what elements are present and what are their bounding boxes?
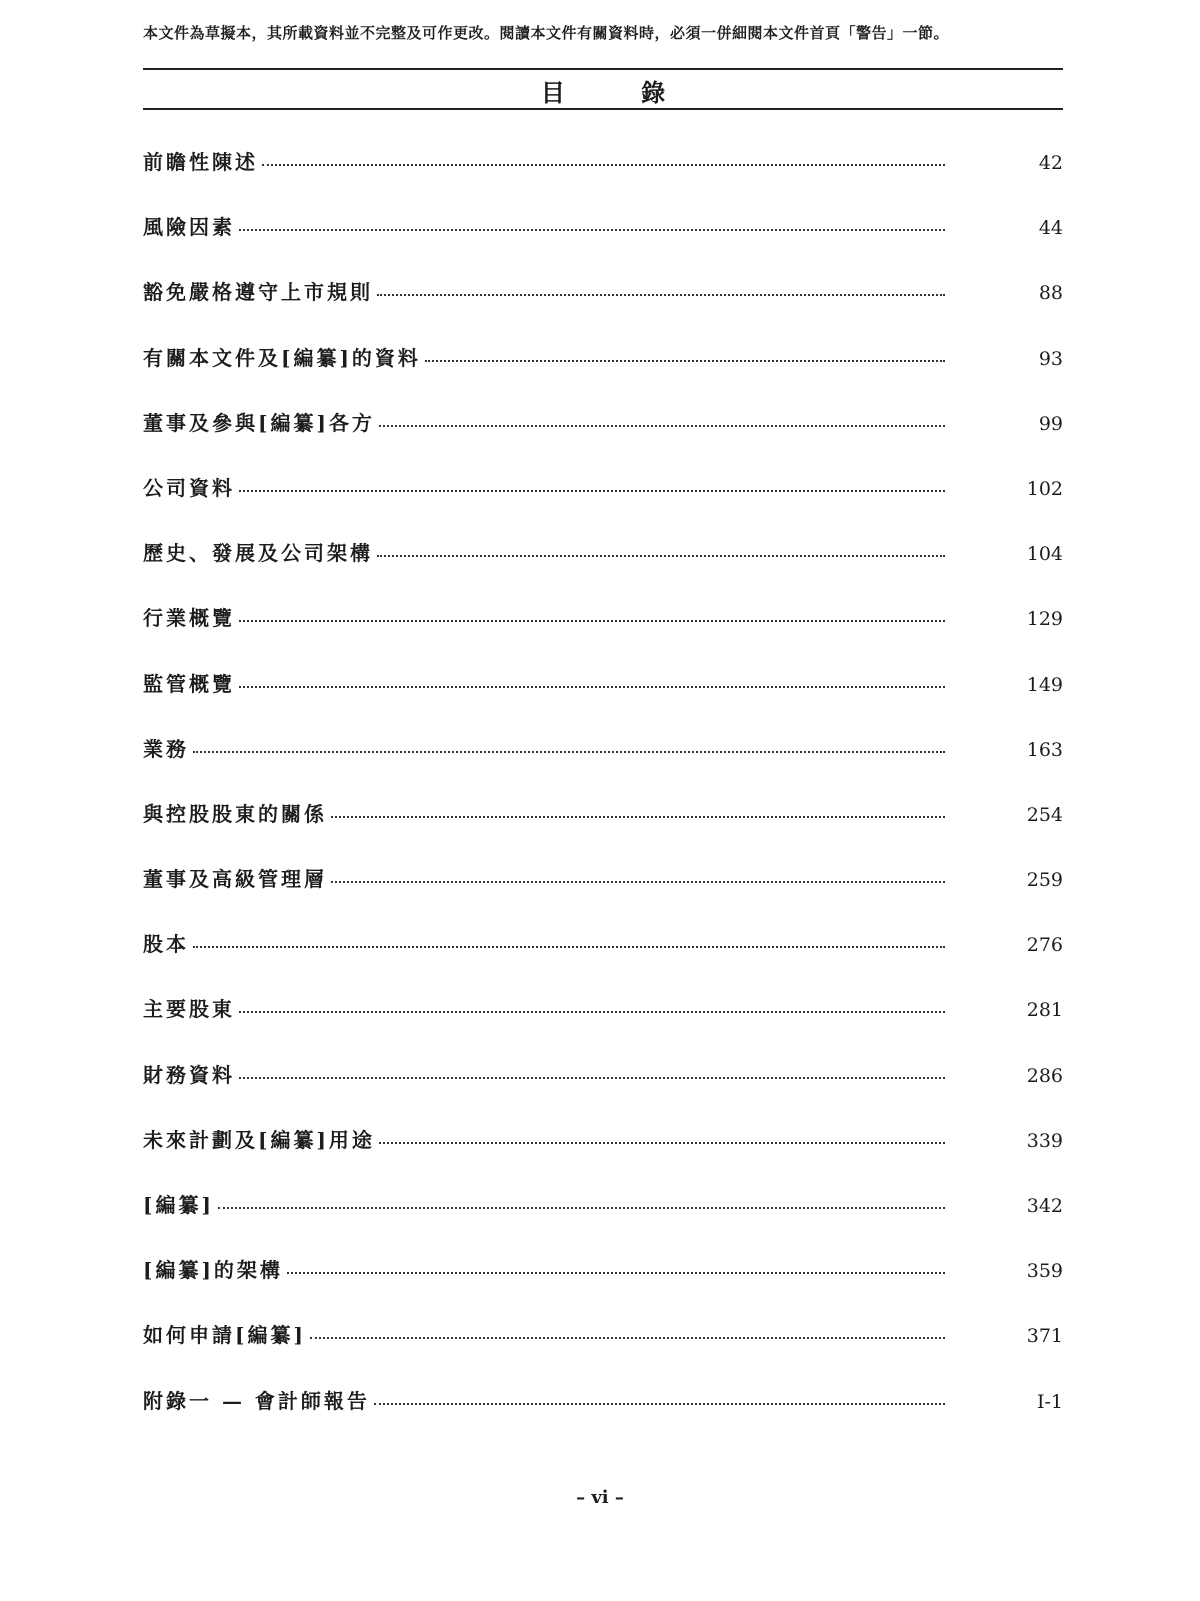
toc-entry-label: 豁免嚴格遵守上市規則 [143,280,373,305]
dot-leader [379,1142,945,1144]
toc-entry-label: 前瞻性陳述 [143,150,258,174]
toc-entry-page-number: 88 [1038,282,1063,305]
toc-entry-page-number: 342 [1026,1195,1063,1217]
table-of-contents [143,146,1063,1450]
toc-entry[interactable] [143,276,1063,341]
dot-leader [262,164,945,166]
toc-entry[interactable] [143,342,1063,407]
toc-entry[interactable] [143,863,1063,928]
toc-entry[interactable] [143,1319,1063,1384]
toc-entry-label: 風險因素 [143,215,235,240]
toc-entry-page-number: 276 [1026,934,1063,957]
toc-entry[interactable] [143,1254,1063,1319]
dot-leader [239,686,945,688]
toc-entry-label: 附錄一 — 會計師報告 [143,1388,370,1413]
toc-entry[interactable] [143,1189,1063,1254]
toc-entry-label: 董事及參與[編纂]各方 [143,410,375,435]
page-number: – vi – [576,1487,624,1508]
toc-entry[interactable] [143,537,1063,602]
toc-entry-label: 董事及高級管理層 [143,867,327,892]
toc-entry-label: 業務 [143,736,189,761]
toc-entry[interactable] [143,668,1063,733]
dot-leader [310,1337,945,1339]
dot-leader [287,1272,945,1274]
toc-entry[interactable] [143,1059,1063,1124]
toc-entry-label: 未來計劃及[編纂]用途 [143,1127,375,1152]
toc-entry-label: 公司資料 [143,475,235,500]
toc-entry-label: [編纂]的架構 [143,1258,283,1283]
toc-entry-label: 如何申請[編纂] [143,1323,306,1348]
toc-entry-page-number: 281 [1026,999,1063,1022]
toc-entry-label: 歷史、發展及公司架構 [143,541,373,566]
dot-leader [425,360,945,362]
toc-entry[interactable] [143,211,1063,276]
toc-entry[interactable] [143,407,1063,472]
toc-entry-page-number: 163 [1026,738,1063,761]
toc-entry[interactable] [143,928,1063,993]
dot-leader [331,816,945,818]
dot-leader [239,620,945,622]
toc-entry[interactable] [143,733,1063,798]
toc-entry-page-number: 99 [1038,412,1063,435]
toc-entry-page-number: 286 [1026,1064,1063,1087]
toc-entry-page-number: 129 [1026,608,1063,631]
toc-entry-label: 監管概覽 [143,671,235,696]
toc-entry-page-number: 42 [1038,152,1063,174]
dot-leader [331,881,945,883]
toc-entry[interactable] [143,1385,1063,1450]
toc-entry-page-number: 93 [1038,347,1063,370]
toc-entry[interactable] [143,472,1063,537]
toc-entry-page-number: 339 [1026,1129,1063,1152]
toc-entry-page-number: 44 [1038,217,1063,240]
toc-entry[interactable] [143,993,1063,1058]
toc-entry-label: 行業概覽 [143,606,235,631]
toc-entry-page-number: I-1 [1036,1390,1063,1413]
toc-entry-label: [編纂] [143,1193,214,1217]
toc-entry-label: 主要股東 [143,997,235,1022]
dot-leader [377,294,945,296]
toc-entry-page-number: 254 [1026,803,1063,826]
dot-leader [218,1207,945,1209]
dot-leader [239,1077,945,1079]
toc-entry-label: 與控股股東的關係 [143,801,327,826]
toc-entry-label: 財務資料 [143,1062,235,1087]
dot-leader [193,946,945,948]
page-title: 目 錄 [540,78,700,107]
toc-entry[interactable] [143,798,1063,863]
toc-entry-label: 股本 [143,932,189,957]
toc-entry-page-number: 102 [1026,477,1063,500]
title-top-rule [143,68,1063,70]
title-bottom-rule [143,108,1063,110]
toc-entry-label: 有關本文件及[編纂]的資料 [143,345,421,370]
toc-entry[interactable] [143,146,1063,211]
toc-entry-page-number: 371 [1026,1325,1063,1348]
toc-entry[interactable] [143,602,1063,667]
dot-leader [193,751,945,753]
dot-leader [377,555,945,557]
draft-notice: 本文件為草擬本，其所載資料並不完整及可作更改。閱讀本文件有關資料時，必須一併細閱本文件首頁「警告」一節。 [143,24,950,42]
toc-entry-page-number: 259 [1026,869,1063,892]
toc-entry[interactable] [143,1124,1063,1189]
dot-leader [239,1011,945,1013]
toc-entry-page-number: 359 [1026,1260,1063,1283]
dot-leader [239,490,945,492]
toc-entry-page-number: 149 [1026,673,1063,696]
dot-leader [374,1403,945,1405]
toc-entry-page-number: 104 [1026,543,1063,566]
dot-leader [239,229,945,231]
dot-leader [379,425,945,427]
